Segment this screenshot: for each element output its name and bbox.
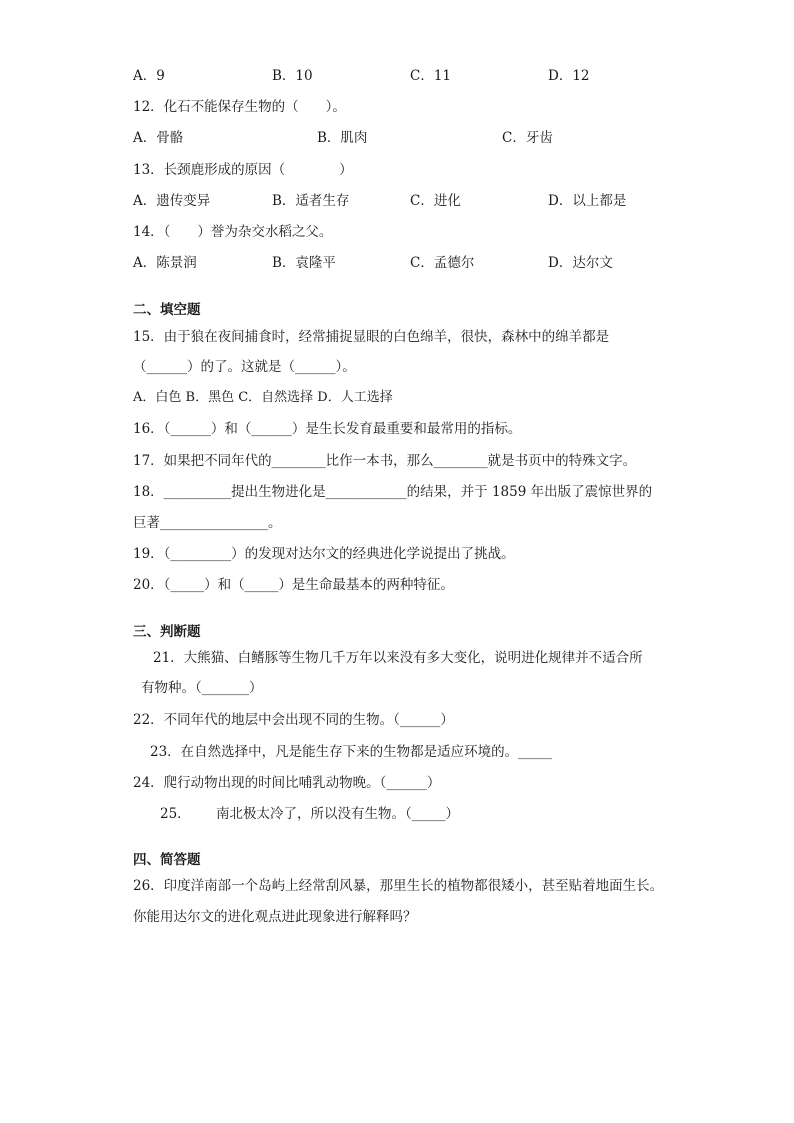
q26-line2: 你能用达尔文的进化观点进此现象进行解释吗？ [133, 909, 417, 925]
q23: 23．在自然选择中，凡是能生存下来的生物都是适应环境的。_____ [150, 744, 552, 760]
q24: 24．爬行动物出现的时间比哺乳动物晚。（______） [133, 775, 441, 791]
q21-line1: 21．大熊猫、白鳍豚等生物几千万年以来没有多大变化，说明进化规律并不适合所 [153, 650, 643, 666]
q15-line1: 15．由于狼在夜间捕食时，经常捕捉显眼的白色绵羊，很快，森林中的绵羊都是 [133, 329, 610, 345]
q13-option-c: C．进化 [410, 193, 461, 209]
q18-line2: 巨著________________。 [133, 515, 282, 531]
q12-stem: 12．化石不能保存生物的（ ）。 [133, 99, 346, 115]
q21-line2: 有物种。（_______） [141, 680, 263, 696]
q12-option-b: B．肌肉 [317, 130, 368, 146]
q12-option-a: A．骨骼 [133, 130, 184, 146]
q15-options: A．白色 B．黑色 C．自然选择 D．人工选择 [133, 390, 393, 405]
q13-option-d: D．以上都是 [548, 193, 627, 209]
q14-option-c: C．孟德尔 [410, 255, 475, 271]
q13-option-b: B．适者生存 [272, 193, 350, 209]
q14-stem: 14．（ ）誉为杂交水稻之父。 [133, 224, 333, 240]
q22: 22．不同年代的地层中会出现不同的生物。（______） [133, 712, 454, 728]
q14-option-a: A．陈景润 [133, 255, 197, 271]
q13-stem: 13．长颈鹿形成的原因（ ） [133, 162, 353, 178]
q11-option-c: C．11 [410, 68, 452, 84]
q20: 20．（_____）和（_____）是生命最基本的两种特征。 [133, 577, 454, 593]
q25-text: 南北极太冷了，所以没有生物。（_____） [216, 806, 459, 822]
q11-option-b: B．10 [272, 68, 313, 84]
q15-line2: （______）的了。这就是（______）。 [133, 359, 356, 375]
q17: 17．如果把不同年代的________比作一本书，那么________就是书页中的特殊文字。 [133, 453, 637, 469]
q16: 16．（______）和（______）是生长发育最重要和最常用的指标。 [133, 421, 522, 437]
q13-option-a: A．遗传变异 [133, 193, 211, 209]
section-title-true-false: 三、判断题 [133, 624, 201, 640]
q11-option-a: A．9 [133, 68, 165, 84]
q12-option-c: C．牙齿 [502, 130, 553, 146]
section-title-short-answer: 四、简答题 [133, 852, 201, 868]
q11-option-d: D．12 [548, 68, 590, 84]
q25-number: 25． [160, 806, 191, 822]
q14-option-d: D．达尔文 [548, 255, 613, 271]
q18-line1: 18．__________提出生物进化是____________的结果，并于 1859 年出版了震惊世界的 [133, 484, 653, 500]
q14-option-b: B．袁隆平 [272, 255, 336, 271]
section-title-fill-blank: 二、填空题 [133, 302, 201, 318]
q19: 19．（_________）的发现对达尔文的经典进化学说提出了挑战。 [133, 546, 515, 562]
q26-line1: 26．印度洋南部一个岛屿上经常刮风暴，那里生长的植物都很矮小，甚至贴着地面生长。 [133, 878, 664, 894]
